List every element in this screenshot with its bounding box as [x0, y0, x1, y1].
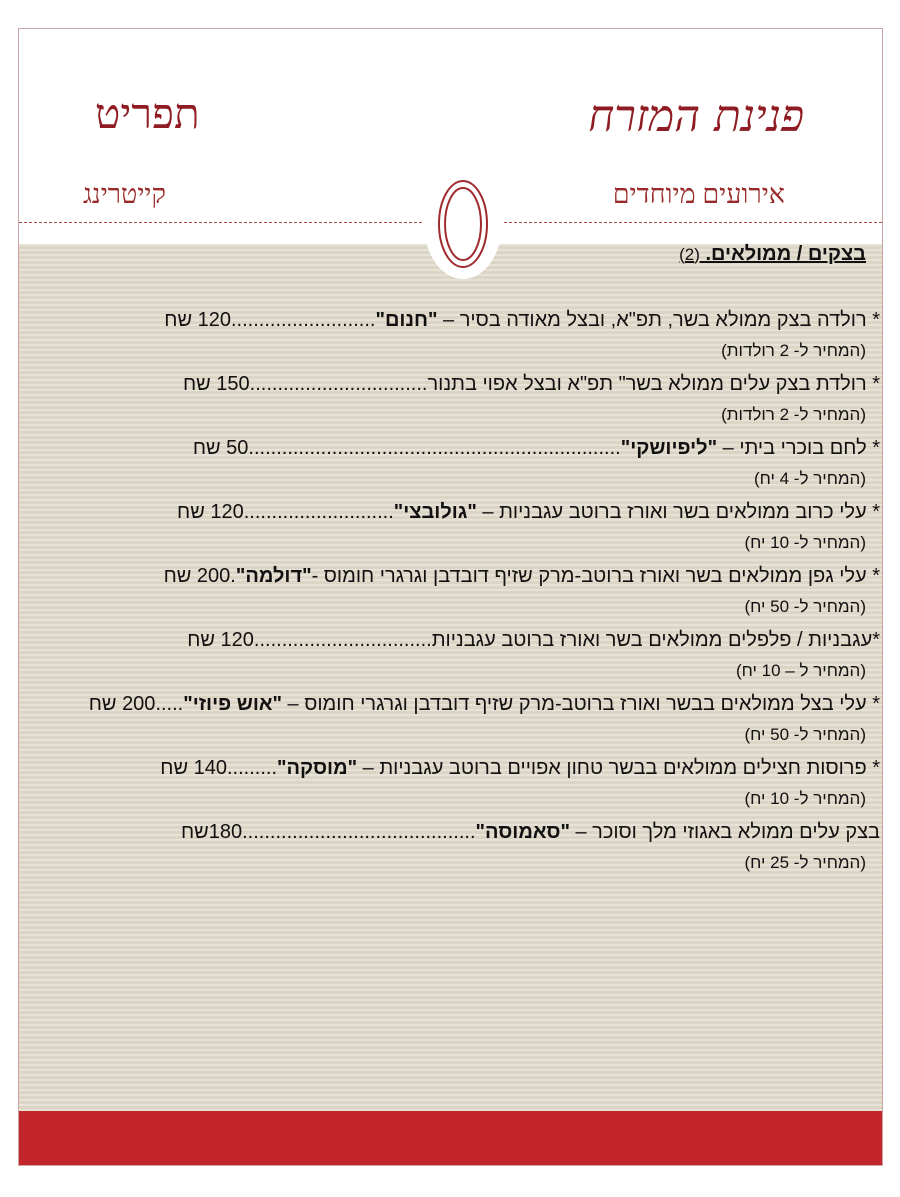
menu-label: תפריט [95, 92, 200, 138]
menu-item-price: 120 שח [187, 629, 254, 651]
menu-item-line [50, 499, 880, 525]
menu-item-price: 120 שח [177, 501, 244, 523]
menu-item-description: *עגבניות / פלפלים ממולאים בשר ואורז ברוטב עגבניות [431, 629, 880, 651]
menu-item-line [50, 691, 880, 717]
tagline: אירועים מיוחדים [612, 179, 785, 209]
menu-item-price: 140 שח [160, 757, 227, 779]
menu-item [50, 435, 880, 491]
menu-item-line [50, 371, 880, 397]
brand-name: פנינת המזרח [588, 91, 804, 142]
menu-item-price: 120 שח [164, 309, 231, 331]
menu-item [50, 563, 880, 619]
menu-item-name: "דולמה" [235, 565, 312, 587]
menu-item-price: 180שח [180, 821, 243, 843]
menu-item-price: 150 שח [182, 373, 250, 395]
menu-item-price-note: (המחיר ל- 10 יח) [744, 789, 866, 808]
menu-item-dots: .......................... [230, 309, 376, 331]
section-note: (2) [679, 245, 700, 264]
menu-item [50, 371, 880, 427]
menu-item-name: "ליפיושקי" [620, 437, 718, 459]
menu-item-price-note: (המחיר ל- 50 יח) [744, 597, 866, 616]
menu-item-dots: ........................... [243, 501, 394, 523]
menu-item-description: בצק עלים ממולא באגוזי מלך וסוכר – [569, 821, 880, 843]
menu-item [50, 499, 880, 555]
menu-item [50, 819, 880, 875]
menu-item-price-note: (המחיר ל- 10 יח) [744, 533, 866, 552]
menu-item-price: 200 שח [163, 565, 231, 587]
menu-item [50, 755, 880, 811]
menu-item [50, 307, 880, 363]
menu-item-price-note: (המחיר ל- 25 יח) [744, 853, 866, 872]
menu-item-line [50, 755, 880, 781]
menu-item-line [50, 563, 880, 589]
menu-item-description: * רולדת בצק עלים ממולא בשר" תפ"א ובצל אפוי בתנור [427, 373, 880, 395]
menu-item-dots: ..... [155, 693, 184, 715]
section-title-text: בצקים / ממולאים. [705, 243, 866, 265]
menu-item-line [50, 819, 880, 845]
menu-item-dots: ................................ [249, 373, 428, 395]
menu-item-price-note: (המחיר ל- 2 רולדות) [721, 405, 866, 424]
menu-item-dots: . [230, 565, 236, 587]
menu-item [50, 691, 880, 747]
menu-item-description: * עלי גפן ממולאים בשר ואורז ברוטב-מרק שזיף דובדבן וגרגרי חומוס - [311, 565, 880, 587]
menu-item-description: * עלי כרוב ממולאים בשר ואורז ברוטב עגבניות – [476, 501, 880, 523]
section-title [50, 242, 866, 267]
menu-item-name: "אוש פיוזי" [183, 693, 282, 715]
menu-item-line [50, 627, 880, 653]
menu-item-description: * פרוסות חצילים ממולאים בבשר טחון אפויים ברוטב עגבניות – [357, 757, 880, 779]
footer-bar [19, 1111, 882, 1165]
menu-item-dots: ......... [226, 757, 277, 779]
menu-item-line [50, 307, 880, 333]
menu-item-dots: ................................ [253, 629, 432, 651]
menu-item-price: 200 שח [88, 693, 156, 715]
menu-item-dots: ................................................................... [248, 437, 621, 459]
menu-item-dots: .......................................... [242, 821, 476, 843]
menu-item-price-note: (המחיר ל- 50 יח) [744, 725, 866, 744]
menu-item [50, 627, 880, 683]
service-label: קייטרינג [83, 179, 166, 209]
menu-item-price: 50 שח [192, 437, 249, 459]
menu-item-name: "גולובצי" [393, 501, 477, 523]
menu-item-price-note: (המחיר ל- 4 יח) [753, 469, 866, 488]
menu-item-name: "סאמוסה" [475, 821, 570, 843]
menu-item-line [50, 435, 880, 461]
menu-item-description: * לחם בוכרי ביתי – [717, 437, 880, 459]
menu-item-price-note: (המחיר ל- 2 רולדות) [721, 341, 866, 360]
menu-item-name: "מוסקה" [277, 757, 358, 779]
menu-item-price-note: (המחיר ל – 10 יח) [735, 661, 866, 680]
menu-item-description: * רולדה בצק ממולא בשר, תפ"א, ובצל מאודה בסיר – [437, 309, 880, 331]
menu-list [50, 242, 880, 883]
menu-item-description: * עלי בצל ממולאים בבשר ואורז ברוטב-מרק שזיף דובדבן וגרגרי חומוס – [281, 693, 880, 715]
menu-item-name: "חנום" [375, 309, 438, 331]
